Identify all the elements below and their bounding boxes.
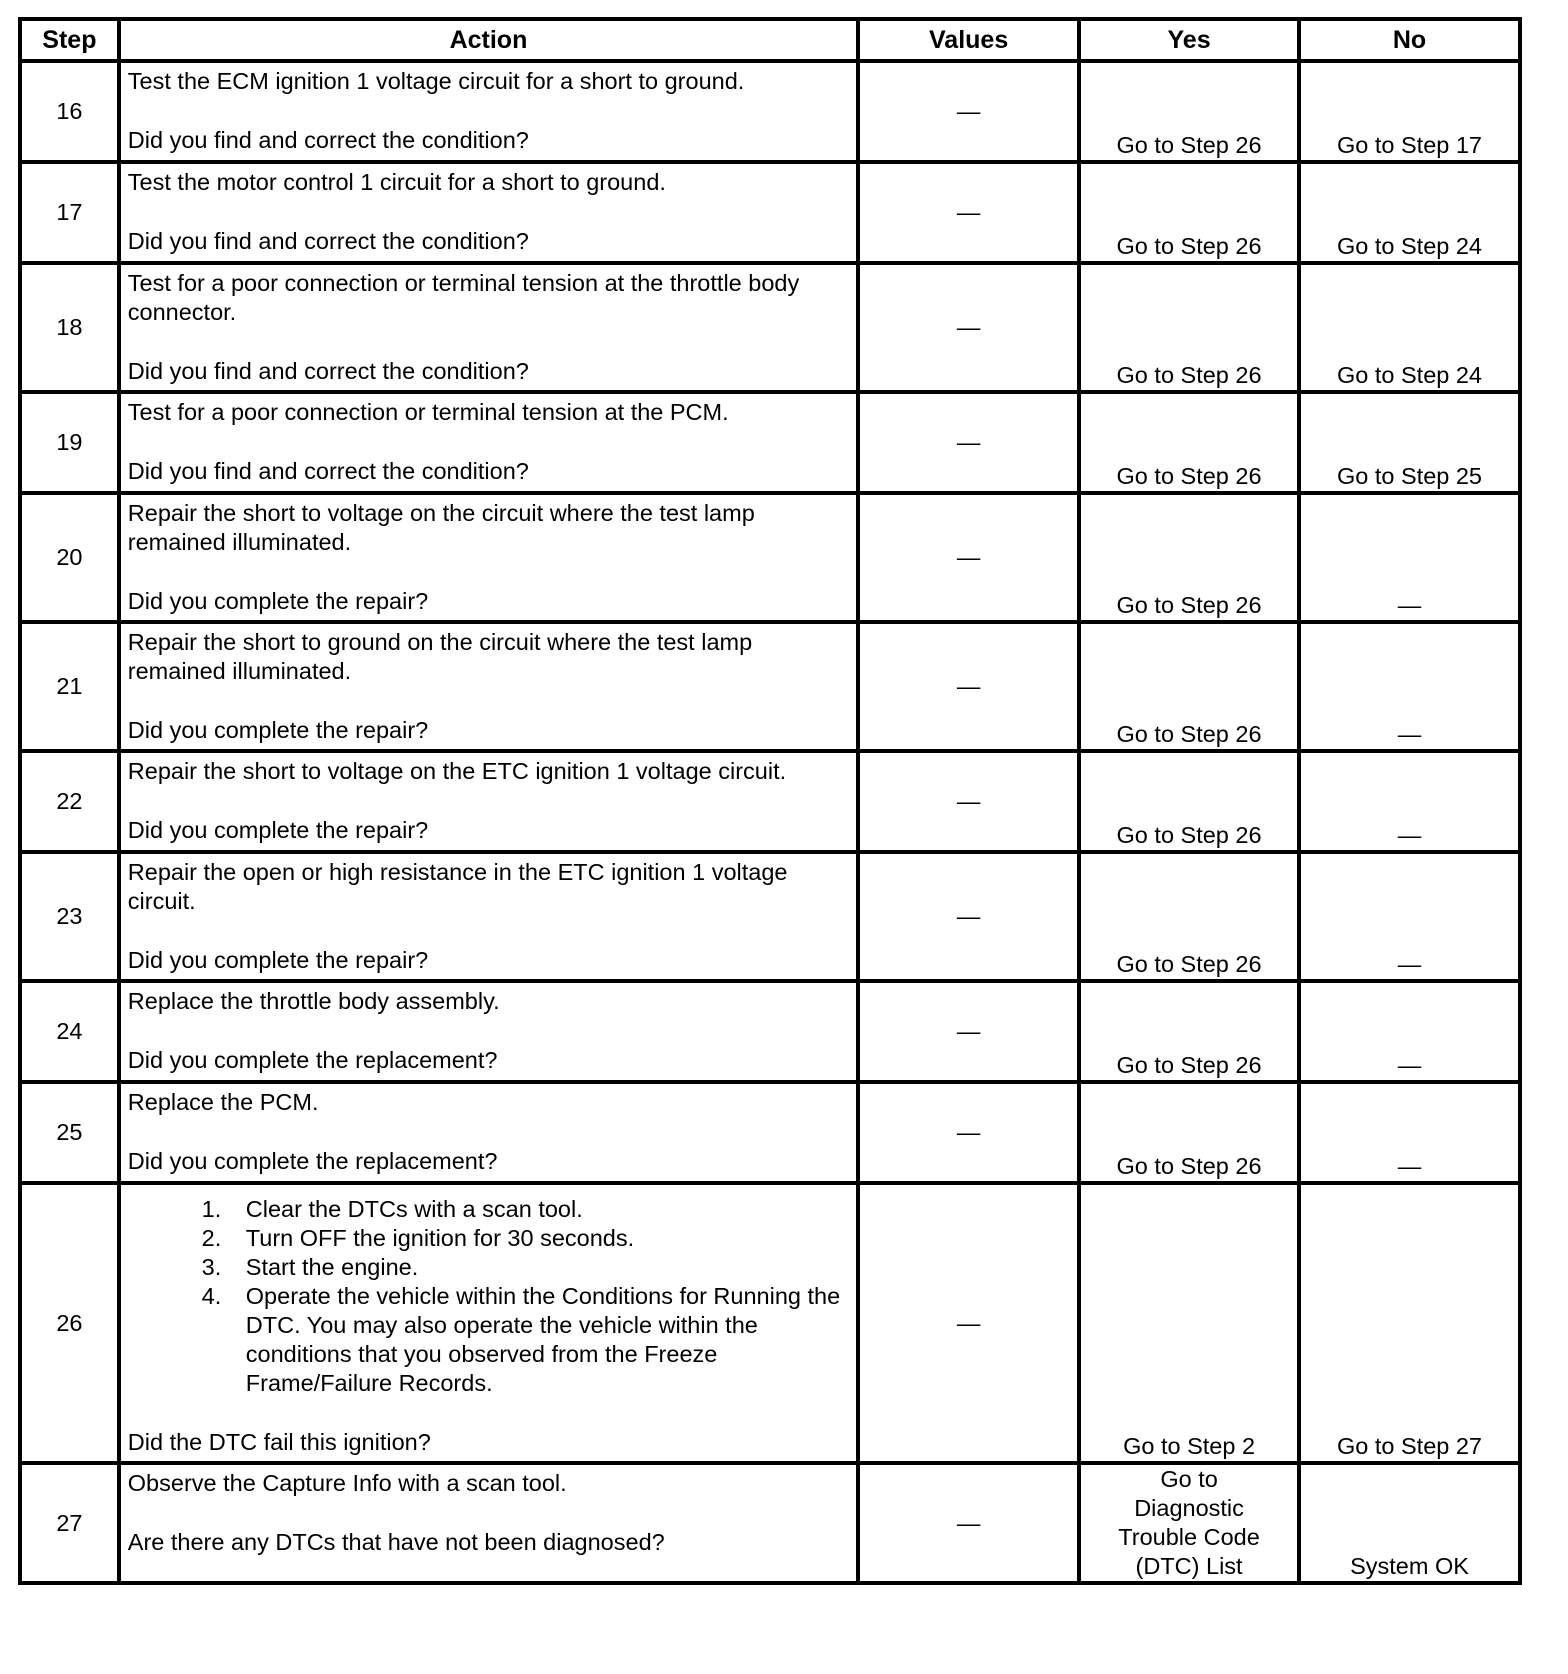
values-cell: — bbox=[858, 493, 1079, 622]
no-cell: — bbox=[1299, 852, 1520, 981]
step-number: 26 bbox=[20, 1183, 119, 1463]
yes-cell: Go to Diagnostic Trouble Code (DTC) List bbox=[1079, 1463, 1299, 1583]
action-question: Did you complete the repair? bbox=[127, 588, 429, 614]
action-cell bbox=[119, 1082, 858, 1183]
table-row bbox=[20, 162, 1520, 263]
action-text: Replace the PCM. bbox=[127, 1089, 319, 1115]
yes-cell: Go to Step 26 bbox=[1079, 263, 1299, 392]
no-cell: Go to Step 24 bbox=[1299, 162, 1520, 263]
values-cell: — bbox=[858, 162, 1079, 263]
header-action: Action bbox=[119, 19, 858, 61]
list-item: 3. Start the engine. bbox=[228, 1253, 849, 1282]
action-question: Did you complete the replacement? bbox=[127, 1047, 498, 1073]
step-number: 17 bbox=[20, 162, 119, 263]
action-question: Did the DTC fail this ignition? bbox=[127, 1429, 431, 1455]
action-question: Did you complete the repair? bbox=[127, 717, 429, 743]
action-text: Repair the short to voltage on the ETC ignition 1 voltage circuit. bbox=[127, 758, 787, 784]
values-cell: — bbox=[858, 852, 1079, 981]
step-number: 18 bbox=[20, 263, 119, 392]
action-question: Did you find and correct the condition? bbox=[127, 458, 529, 484]
action-cell bbox=[119, 1463, 858, 1583]
action-question: Did you complete the repair? bbox=[127, 947, 429, 973]
no-cell: Go to Step 17 bbox=[1299, 61, 1520, 162]
table-row bbox=[20, 1183, 1520, 1463]
list-item: 2. Turn OFF the ignition for 30 seconds. bbox=[228, 1224, 849, 1253]
yes-cell: Go to Step 26 bbox=[1079, 493, 1299, 622]
action-text: Repair the short to voltage on the circuit where the test lamp remained illuminated. bbox=[127, 500, 755, 555]
action-cell bbox=[119, 981, 858, 1082]
step-number: 19 bbox=[20, 392, 119, 493]
action-question: Did you find and correct the condition? bbox=[127, 358, 529, 384]
step-number: 20 bbox=[20, 493, 119, 622]
yes-cell: Go to Step 26 bbox=[1079, 981, 1299, 1082]
action-cell bbox=[119, 162, 858, 263]
values-cell: — bbox=[858, 1082, 1079, 1183]
values-cell: — bbox=[858, 622, 1079, 751]
table-row bbox=[20, 1082, 1520, 1183]
action-text: Test for a poor connection or terminal tension at the PCM. bbox=[127, 399, 729, 425]
action-cell bbox=[119, 392, 858, 493]
values-cell: — bbox=[858, 392, 1079, 493]
table-row bbox=[20, 263, 1520, 392]
table-row bbox=[20, 392, 1520, 493]
list-item: 4. Operate the vehicle within the Conditions for Running the DTC. You may also operate the vehicle within the conditions that you observed from the Freeze Frame/Failure Records. bbox=[228, 1282, 849, 1398]
yes-cell: Go to Step 2 bbox=[1079, 1183, 1299, 1463]
values-cell: — bbox=[858, 1463, 1079, 1583]
action-cell bbox=[119, 61, 858, 162]
action-cell bbox=[119, 622, 858, 751]
action-text: Replace the throttle body assembly. bbox=[127, 988, 500, 1014]
step-number: 16 bbox=[20, 61, 119, 162]
header-step: Step bbox=[20, 19, 119, 61]
step-number: 27 bbox=[20, 1463, 119, 1583]
action-text: Observe the Capture Info with a scan tool. bbox=[127, 1470, 567, 1496]
no-cell: — bbox=[1299, 751, 1520, 852]
procedure-list bbox=[128, 1195, 849, 1398]
table-row bbox=[20, 493, 1520, 622]
yes-cell: Go to Step 26 bbox=[1079, 622, 1299, 751]
yes-cell: Go to Step 26 bbox=[1079, 751, 1299, 852]
action-cell bbox=[119, 493, 858, 622]
list-item: 1. Clear the DTCs with a scan tool. bbox=[228, 1195, 849, 1224]
table-row bbox=[20, 852, 1520, 981]
yes-cell: Go to Step 26 bbox=[1079, 1082, 1299, 1183]
no-cell: — bbox=[1299, 622, 1520, 751]
action-question: Did you complete the replacement? bbox=[127, 1148, 498, 1174]
no-cell: — bbox=[1299, 981, 1520, 1082]
header-row bbox=[20, 19, 1520, 61]
header-no: No bbox=[1299, 19, 1520, 61]
yes-cell: Go to Step 26 bbox=[1079, 162, 1299, 263]
action-question: Did you find and correct the condition? bbox=[127, 228, 529, 254]
values-cell: — bbox=[858, 981, 1079, 1082]
no-cell: System OK bbox=[1299, 1463, 1520, 1583]
table-row bbox=[20, 981, 1520, 1082]
action-text: Test the motor control 1 circuit for a short to ground. bbox=[127, 169, 666, 195]
header-values: Values bbox=[858, 19, 1079, 61]
action-cell bbox=[119, 1183, 858, 1463]
diagnostic-table bbox=[18, 17, 1522, 1585]
values-cell: — bbox=[858, 751, 1079, 852]
no-cell: Go to Step 24 bbox=[1299, 263, 1520, 392]
no-cell: — bbox=[1299, 1082, 1520, 1183]
no-cell: — bbox=[1299, 493, 1520, 622]
values-cell: — bbox=[858, 1183, 1079, 1463]
yes-cell: Go to Step 26 bbox=[1079, 61, 1299, 162]
table-row bbox=[20, 751, 1520, 852]
action-text: Test for a poor connection or terminal tension at the throttle body connector. bbox=[127, 270, 800, 325]
yes-cell: Go to Step 26 bbox=[1079, 392, 1299, 493]
action-question: Are there any DTCs that have not been diagnosed? bbox=[127, 1529, 665, 1555]
step-number: 21 bbox=[20, 622, 119, 751]
action-cell bbox=[119, 263, 858, 392]
action-question: Did you complete the repair? bbox=[127, 817, 429, 843]
step-number: 25 bbox=[20, 1082, 119, 1183]
no-cell: Go to Step 25 bbox=[1299, 392, 1520, 493]
action-cell bbox=[119, 852, 858, 981]
table-row bbox=[20, 622, 1520, 751]
action-cell bbox=[119, 751, 858, 852]
step-number: 23 bbox=[20, 852, 119, 981]
action-question: Did you find and correct the condition? bbox=[127, 127, 529, 153]
step-number: 22 bbox=[20, 751, 119, 852]
action-text: Repair the open or high resistance in the ETC ignition 1 voltage circuit. bbox=[127, 859, 788, 914]
values-cell: — bbox=[858, 61, 1079, 162]
no-cell: Go to Step 27 bbox=[1299, 1183, 1520, 1463]
values-cell: — bbox=[858, 263, 1079, 392]
step-number: 24 bbox=[20, 981, 119, 1082]
table-row bbox=[20, 1463, 1520, 1583]
action-text: Test the ECM ignition 1 voltage circuit for a short to ground. bbox=[127, 68, 745, 94]
table-row bbox=[20, 61, 1520, 162]
header-yes: Yes bbox=[1079, 19, 1299, 61]
action-text: Repair the short to ground on the circuit where the test lamp remained illuminated. bbox=[127, 629, 753, 684]
yes-cell: Go to Step 26 bbox=[1079, 852, 1299, 981]
